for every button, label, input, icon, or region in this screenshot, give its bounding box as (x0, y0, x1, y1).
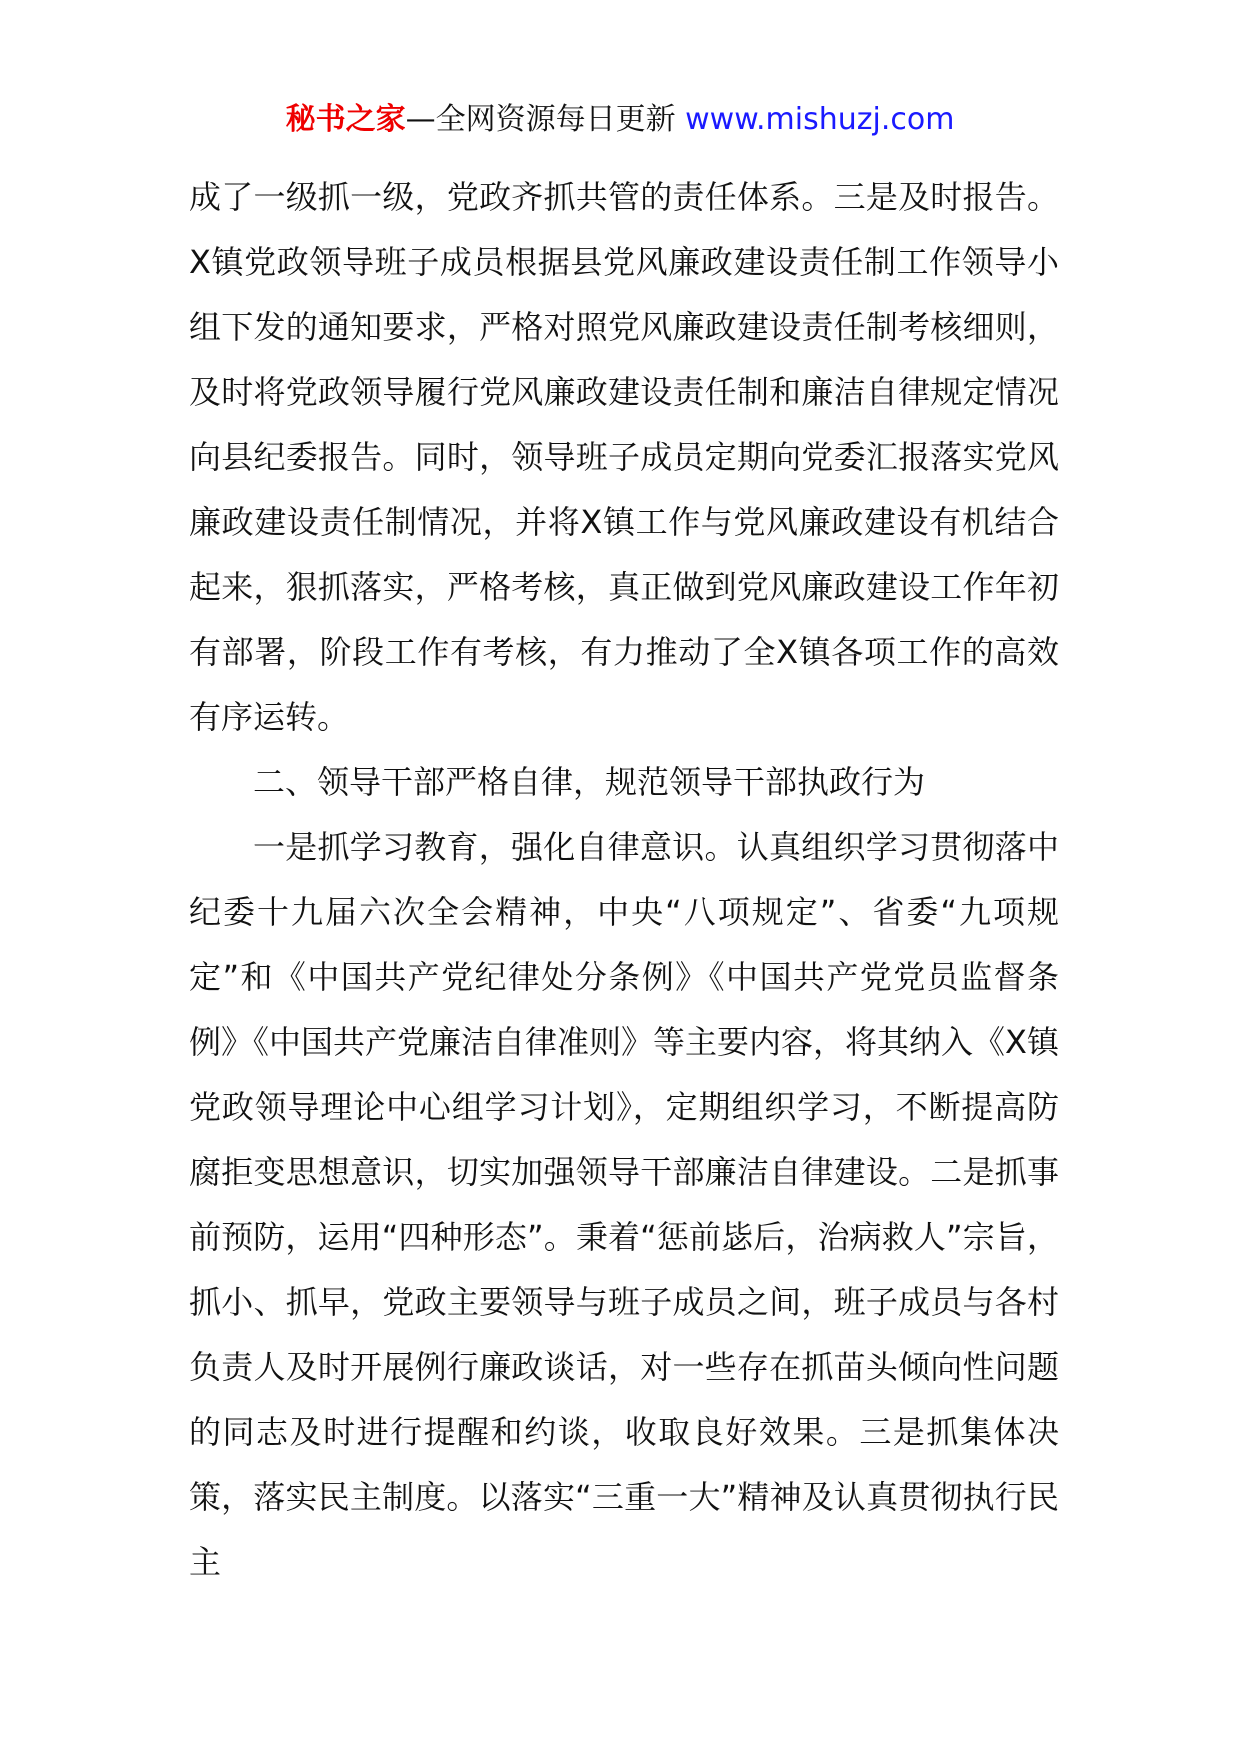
document-body (189, 165, 1059, 1595)
section-heading: 二、领导干部严格自律，规范领导干部执政行为 (253, 763, 926, 801)
website-link[interactable]: www.mishuzj.com (685, 102, 955, 137)
brand-name: 秘书之家 (285, 102, 406, 137)
header-tagline: —全网资源每日更新 (405, 102, 676, 137)
paragraph-continued: 成了一级抓一级，党政齐抓共管的责任体系。三是及时报告。X镇党政领导班子成员根据县党风廉政建设责任制工作领导小组下发的通知要求，严格对照党风廉政建设责任制考核细则，及时将党政领导履行党风廉政建设责任制和廉洁自律规定情况向县纪委报告。同时，领导班子成员定期向党委汇报落实党风廉政建设责任制情况，并将X镇工作与党风廉政建设有机结合起来，狠抓落实，严格考核，真正做到党风廉政建设工作年初有部署，阶段工作有考核，有力推动了全X镇各项工作的高效有序运转。 (189, 178, 1059, 736)
paragraph: 一是抓学习教育，强化自律意识。认真组织学习贯彻落中纪委十九届六次全会精神，中央“八项规定”、省委“九项规定”和《中国共产党纪律处分条例》《中国共产党党员监督条例》《中国共产党廉洁自律准则》等主要内容，将其纳入《X镇党政领导理论中心组学习计划》，定期组织学习，不断提高防腐拒变思想意识，切实加强领导干部廉洁自律建设。二是抓事前预防，运用“四种形态”。秉着“惩前毖后，治病救人”宗旨，抓小、抓早，党政主要领导与班子成员之间，班子成员与各村负责人及时开展例行廉政谈话，对一些存在抓苗头倾向性问题的同志及时进行提醒和约谈，收取良好效果。三是抓集体决策，落实民主制度。以落实“三重一大”精神及认真贯彻执行民主 (189, 828, 1059, 1581)
page-header (0, 100, 1240, 140)
